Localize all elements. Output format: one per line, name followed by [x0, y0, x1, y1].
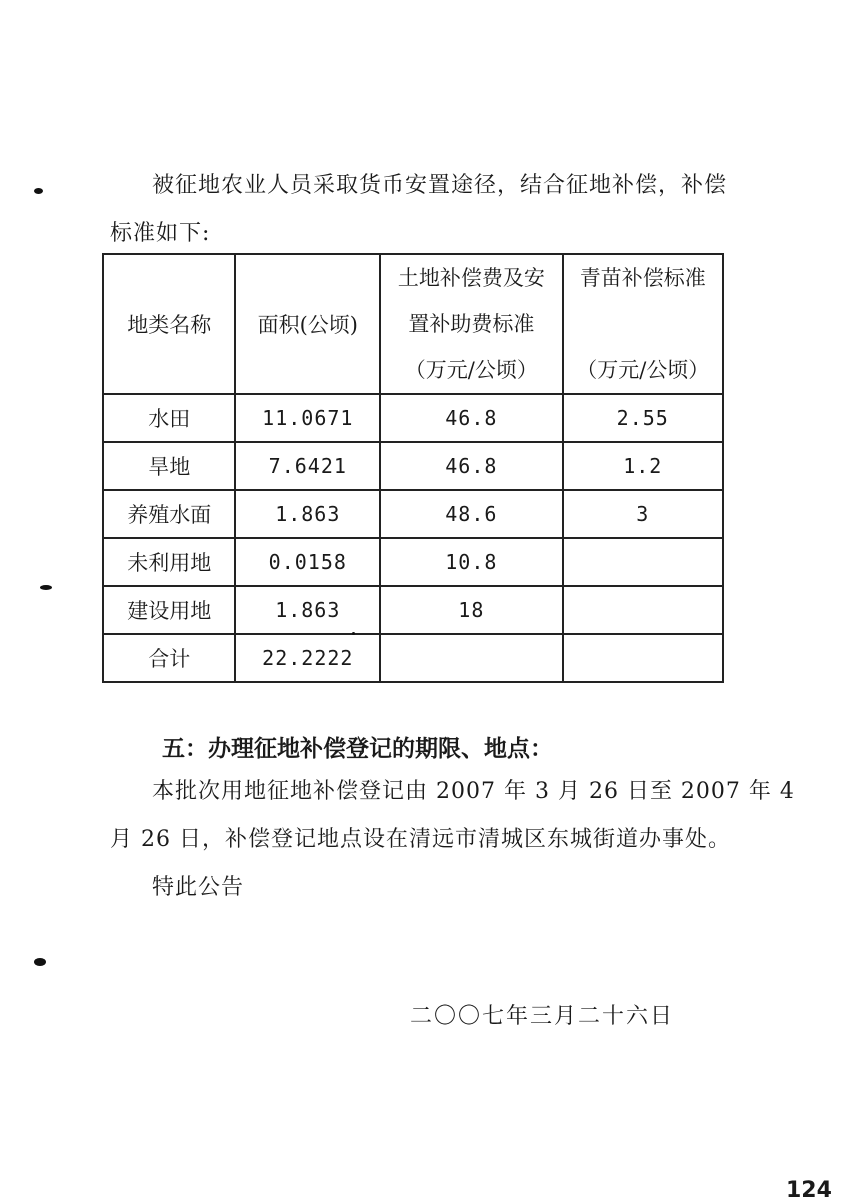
cell-area: 7.6421: [235, 442, 380, 490]
issue-date: 二〇〇七年三月二十六日: [410, 1004, 675, 1029]
page-number: 124: [786, 1178, 832, 1203]
table-row: [103, 586, 723, 634]
header-land-type: 地类名称: [103, 254, 235, 394]
header-crop-compensation-line-1: 青苗补偿标准: [579, 266, 706, 290]
cell-land-compensation: 46.8: [380, 394, 562, 442]
cell-land-type: 合计: [103, 634, 235, 682]
header-area: 面积(公顷): [235, 254, 380, 394]
compensation-table: [102, 253, 724, 683]
cell-area: 1.863: [235, 586, 380, 634]
table-header-row: [103, 254, 723, 394]
cell-area: 11.0671: [235, 394, 380, 442]
cell-crop-compensation: [563, 634, 723, 682]
cell-land-type: 旱地: [103, 442, 235, 490]
cell-area: 0.0158: [235, 538, 380, 586]
table-row: [103, 538, 723, 586]
cell-land-compensation: 10.8: [380, 538, 562, 586]
header-land-compensation: [380, 254, 562, 394]
scan-speck: [40, 585, 52, 590]
cell-land-compensation: 46.8: [380, 442, 562, 490]
header-land-compensation-unit: （万元/公顷）: [404, 358, 538, 382]
intro-paragraph-line-1: 被征地农业人员采取货币安置途径，结合征地补偿，补偿: [152, 173, 728, 198]
cell-crop-compensation: 2.55: [563, 394, 723, 442]
header-crop-compensation-unit: （万元/公顷）: [576, 358, 710, 382]
cell-land-type: 养殖水面: [103, 490, 235, 538]
table-row: [103, 394, 723, 442]
section-heading: 五：办理征地补偿登记的期限、地点：: [162, 736, 553, 762]
cell-area: 22.2222: [235, 634, 380, 682]
cell-crop-compensation: 3: [563, 490, 723, 538]
scan-speck: [34, 958, 46, 966]
intro-paragraph-line-2: 标准如下:: [110, 221, 211, 246]
scan-speck: [34, 188, 43, 194]
scan-speck: [352, 632, 355, 635]
cell-land-compensation: [380, 634, 562, 682]
cell-crop-compensation: [563, 538, 723, 586]
cell-crop-compensation: 1.2: [563, 442, 723, 490]
cell-land-compensation: 18: [380, 586, 562, 634]
cell-crop-compensation: [563, 586, 723, 634]
cell-area: 1.863: [235, 490, 380, 538]
cell-land-compensation: 48.6: [380, 490, 562, 538]
cell-land-type: 建设用地: [103, 586, 235, 634]
header-land-compensation-line-2: 置补助费标准: [408, 312, 535, 336]
registration-paragraph-line-2: 月 26 日，补偿登记地点设在清远市清城区东城街道办事处。: [110, 827, 731, 852]
cell-land-type: 未利用地: [103, 538, 235, 586]
closing-remark: 特此公告: [152, 875, 245, 900]
header-crop-compensation: [563, 254, 723, 394]
cell-land-type: 水田: [103, 394, 235, 442]
table-row: [103, 442, 723, 490]
table-row: [103, 490, 723, 538]
registration-paragraph-line-1: 本批次用地征地补偿登记由 2007 年 3 月 26 日至 2007 年 4: [152, 779, 795, 804]
table-total-row: [103, 634, 723, 682]
header-land-compensation-line-1: 土地补偿费及安: [397, 266, 545, 290]
